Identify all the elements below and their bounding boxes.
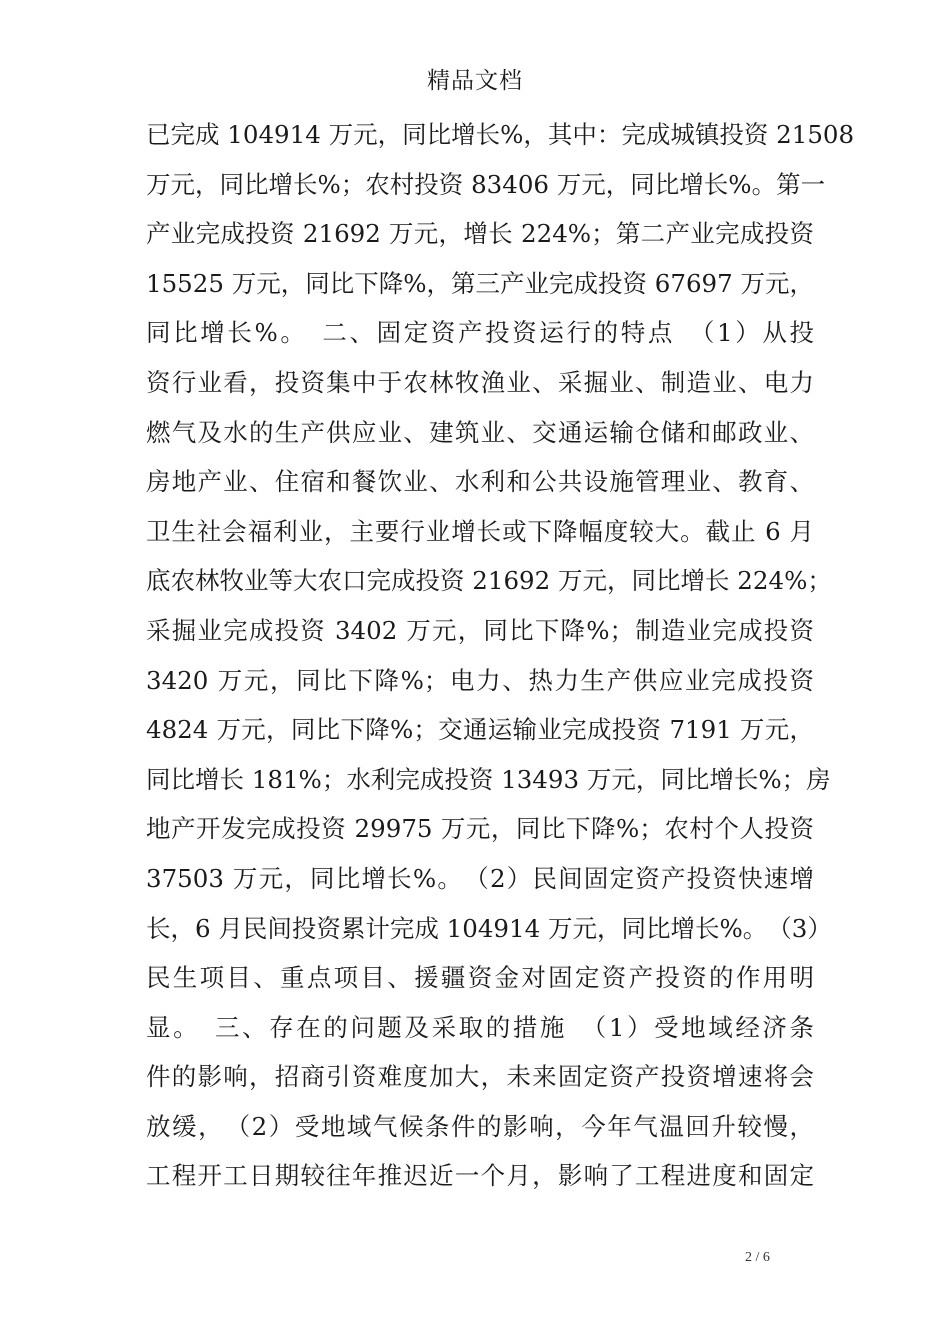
page-header: 精品文档 [427, 68, 523, 94]
text-line: 资行业看，投资集中于农林牧渔业、采掘业、制造业、电力 [146, 367, 814, 397]
text-line: 已完成 104914 万元，同比增长%，其中：完成城镇投资 21508 [146, 120, 855, 149]
text-line: 放缓， （2）受地域气候条件的影响，今年气温回升较慢， [146, 1111, 814, 1141]
text-line: 显。 三、存在的问题及采取的措施 （1）受地域经济条 [146, 1012, 814, 1042]
text-line: 同比增长 181%；水利完成投资 13493 万元，同比增长%；房 [146, 764, 831, 794]
text-line: 底农林牧业等大农口完成投资 21692 万元，同比增长 224%； [146, 566, 832, 596]
text-line: 产业完成投资 21692 万元，增长 224%；第二产业完成投资 [146, 219, 814, 249]
text-line: 15525 万元，同比下降%，第三产业完成投资 67697 万元， [146, 268, 815, 298]
text-line: 4824 万元，同比下降%；交通运输业完成投资 7191 万元， [146, 715, 814, 745]
text-line: 工程开工日期较往年推迟近一个月，影响了工程进度和固定 [146, 1161, 814, 1191]
text-line: 采掘业完成投资 3402 万元，同比下降%；制造业完成投资 [146, 615, 814, 645]
text-line: 民生项目、重点项目、援疆资金对固定资产投资的作用明 [146, 963, 814, 993]
text-line: 37503 万元，同比增长%。 （2）民间固定资产投资快速增 [146, 863, 814, 893]
body-text [146, 110, 855, 1201]
text-line: 卫生社会福利业，主要行业增长或下降幅度较大。截止 6 月 [146, 516, 814, 546]
text-line: 万元，同比增长%；农村投资 83406 万元，同比增长%。第一 [146, 169, 826, 199]
text-line: 件的影响，招商引资难度加大，未来固定资产投资增速将会 [146, 1062, 814, 1092]
text-line: 房地产业、住宿和餐饮业、水利和公共设施管理业、教育、 [146, 467, 814, 497]
text-line: 燃气及水的生产供应业、建筑业、交通运输仓储和邮政业、 [146, 417, 814, 447]
text-line: 3420 万元，同比下降%；电力、热力生产供应业完成投资 [146, 665, 814, 695]
text-line: 长，6 月民间投资累计完成 104914 万元，同比增长%。 （3） [146, 913, 832, 943]
page-number: 2 / 6 [745, 1250, 770, 1265]
text-line: 地产开发完成投资 29975 万元，同比下降%；农村个人投资 [146, 814, 814, 844]
text-line: 同比增长%。 二、固定资产投资运行的特点 （1）从投 [146, 318, 814, 348]
